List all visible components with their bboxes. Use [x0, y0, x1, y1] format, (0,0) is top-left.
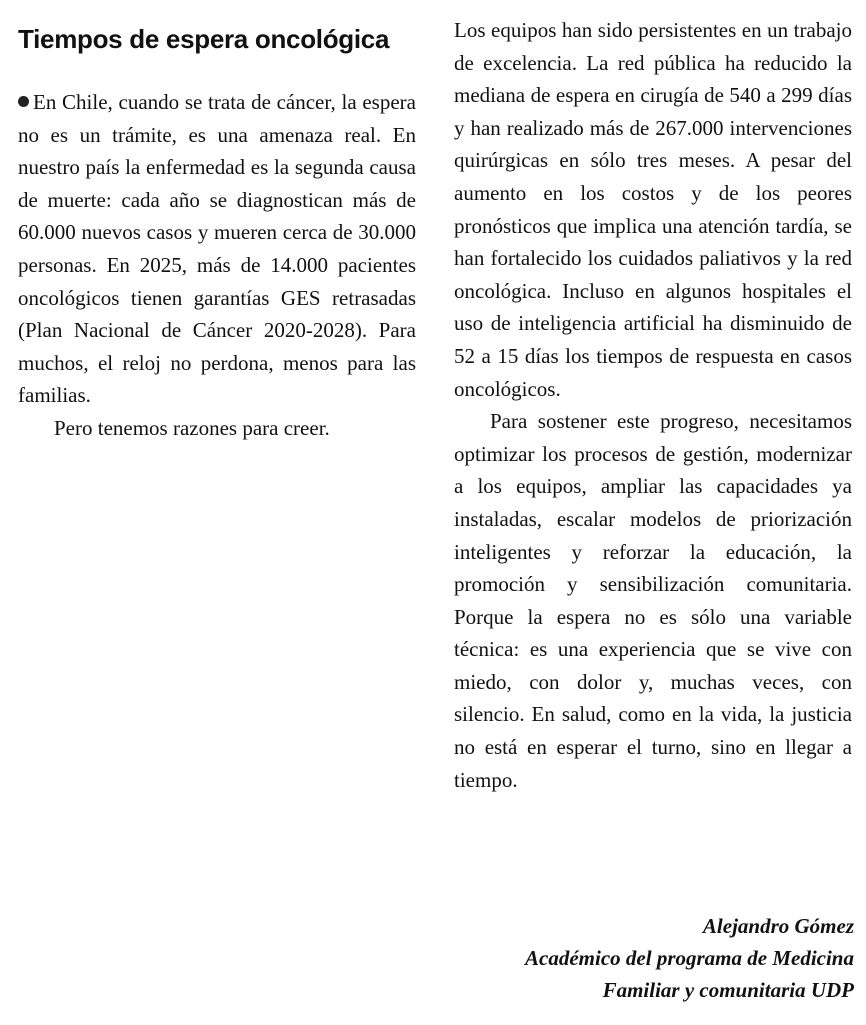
- body-paragraph-4: Para sostener este progreso, necesitamos optimizar los procesos de gestión, modernizar a los equipos, ampliar las capacidades ya instaladas, escalar modelos de priorización inteligentes y reforzar la educación, la promoción y sensibilización comunitaria. Porque la espera no es sólo una variable técnica: es una experiencia que se vive con miedo, con dolor y, muchas veces, con silencio. En salud, como en la vida, la justicia no está en esperar el turno, sino en llegar a tiempo.: [454, 409, 852, 792]
- author-signature: [434, 910, 854, 1006]
- author-name: Alejandro Gómez: [702, 914, 854, 938]
- author-role-line-1: Académico del programa de Medicina: [525, 946, 854, 970]
- body-paragraph-1: [18, 86, 416, 412]
- bullet-icon: [18, 96, 29, 107]
- author-role-line-2: Familiar y comunitaria UDP: [602, 978, 854, 1002]
- left-column: [18, 22, 416, 445]
- body-paragraph-1-text: En Chile, cuando se trata de cáncer, la espera no es un trámite, es una amenaza real. En nuestro país la enfermedad es la segunda causa de muerte: cada año se diagnostican más de 60.000 nuevos casos y mueren cerca de 30.000 personas. En 2025, más de 14.000 pacientes oncológicos tienen garantías GES retrasadas (Plan Nacional de Cáncer 2020-2028). Para muchos, el reloj no perdona, menos para las familias.: [18, 90, 416, 408]
- body-paragraph-3: Los equipos han sido persistentes en un trabajo de excelencia. La red pública ha reducido la mediana de espera en cirugía de 540 a 299 días y han realizado más de 267.000 intervenciones quirúrgicas en sólo tres meses. A pesar del aumento en los costos y de los peores pronósticos que implica una atención tardía, se han fortalecido los cuidados paliativos y la red oncológica. Incluso en algunos hospitales el uso de inteligencia artificial ha disminuido de 52 a 15 días los tiempos de respuesta en casos oncológicos.: [454, 18, 852, 401]
- right-column: [454, 14, 852, 796]
- article-title: Tiempos de espera oncológica: [18, 24, 390, 54]
- body-paragraph-2: Pero tenemos razones para creer.: [54, 415, 330, 440]
